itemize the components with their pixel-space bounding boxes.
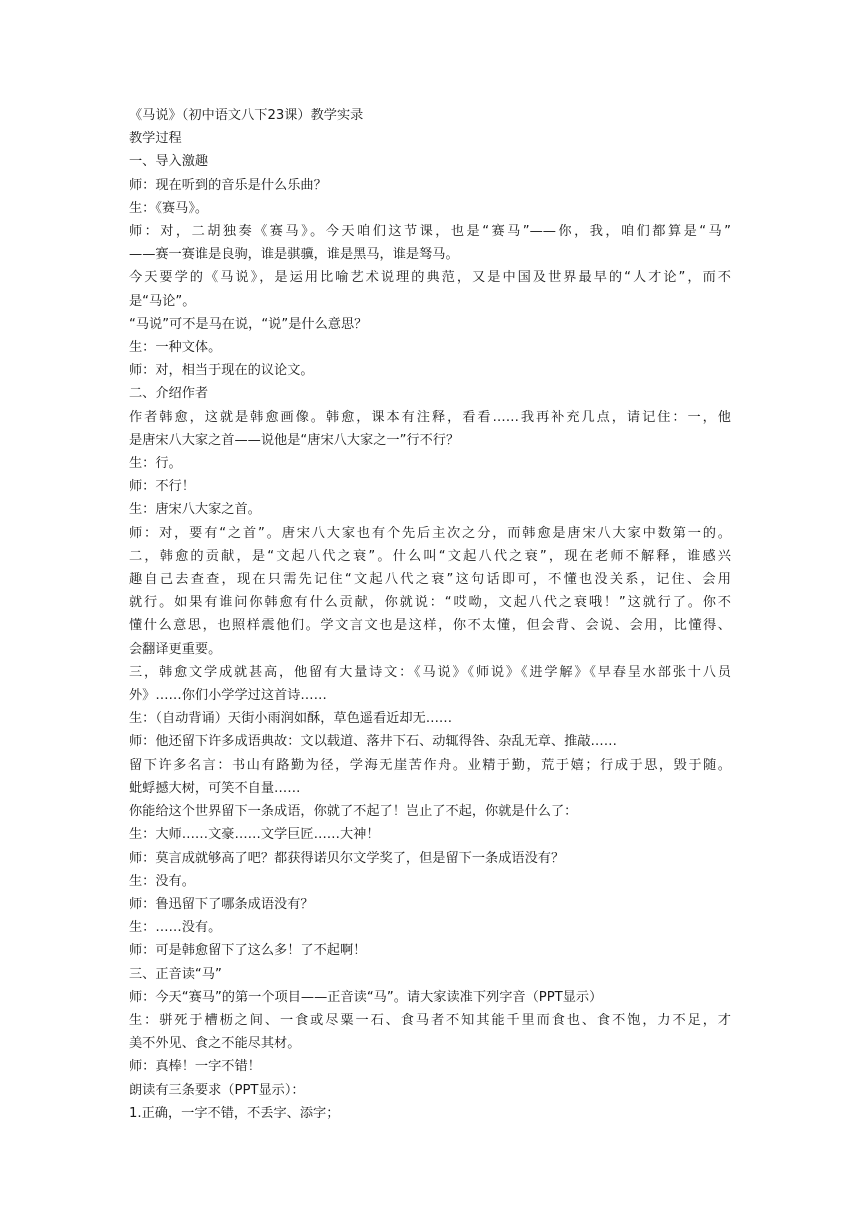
document-line: 师：今天“赛马”的第一个项目——正音读“马”。请大家读准下列字音（PPT显示） [129, 989, 603, 1005]
document-line: 懂什么意思，也照样震他们。学文言文也是这样，你不太懂，但会背、会说、会用，比懂得、 [129, 618, 731, 634]
document-line: 三，韩愈文学成就甚高，他留有大量诗文：《马说》《师说》《进学解》《早春呈水部张十八员 [129, 664, 731, 680]
document-line: 会翻译更重要。 [129, 641, 222, 657]
document-line: 师：对，二胡独奏《赛马》。今天咱们这节课，也是“赛马”——你，我，咱们都算是“马” [129, 224, 731, 240]
document-line: 师：鲁迅留下了哪条成语没有？ [129, 896, 314, 912]
document-line: 生：大师……文豪……文学巨匠……大神！ [129, 827, 380, 843]
document-line: 趣自己去查查，现在只需先记住“文起八代之衰”这句话即可，不懂也没关系，记住、会用 [129, 572, 731, 588]
document-line: 生：唐宋八大家之首。 [129, 502, 261, 518]
document-line: 生：一种文体。 [129, 340, 222, 356]
document-line: 师：莫言成就够高了吧？都获得诺贝尔文学奖了，但是留下一条成语没有？ [129, 850, 565, 866]
document-line: 留下许多名言：书山有路勤为径，学海无崖苦作舟。业精于勤，荒于嬉；行成于思，毁于随。 [129, 757, 731, 773]
document-line: 是唐宋八大家之首——说他是“唐宋八大家之一”行不行？ [129, 432, 460, 448]
document-line: 外》……你们小学学过这首诗…… [129, 688, 327, 704]
document-line: 生：《赛马》。 [129, 200, 209, 216]
document-line: 是“马论”。 [129, 293, 196, 309]
document-line: 朗读有三条要求（PPT显示）： [129, 1082, 305, 1098]
document-line: 生：骈死于槽枥之间、一食或尽粟一石、食马者不知其能千里而食也、食不饱，力不足，才 [129, 1012, 731, 1028]
document-line: 你能给这个世界留下一条成语，你就了不起了！岂止了不起，你就是什么了： [129, 804, 578, 820]
document-line: 师：真棒！一字不错！ [129, 1059, 261, 1075]
document-line: 一、导入激趣 [129, 154, 209, 170]
document-line: ——赛一赛谁是良驹，谁是骐骥，谁是黑马，谁是驽马。 [129, 247, 459, 263]
document-line: 二，韩愈的贡献，是“文起八代之衰”。什么叫“文起八代之衰”，现在老师不解释，谁感兴 [129, 548, 731, 564]
document-line: 生：没有。 [129, 873, 195, 889]
document-line: 师：他还留下许多成语典故：文以载道、落井下石、动辄得咎、杂乱无章、推敲…… [129, 734, 617, 750]
document-line: 师：现在听到的音乐是什么乐曲？ [129, 177, 327, 193]
document-line: 师：对，要有“之首”。唐宋八大家也有个先后主次之分，而韩愈是唐宋八大家中数第一的。 [129, 525, 731, 541]
document-line: 师：可是韩愈留下了这么多！了不起啊！ [129, 943, 367, 959]
document-line: 蚍蜉撼大树，可笑不自量…… [129, 780, 301, 796]
document-line: 二、介绍作者 [129, 386, 209, 402]
document-line: 作者韩愈，这就是韩愈画像。韩愈，课本有注释，看看……我再补充几点，请记住：一，他 [129, 409, 731, 425]
document-page [129, 104, 731, 1125]
document-line: 师：对，相当于现在的议论文。 [129, 363, 314, 379]
document-line: 生：……没有。 [129, 920, 222, 936]
document-line: “马说”可不是马在说，“说”是什么意思？ [129, 316, 368, 332]
document-line: 《马说》（初中语文八下23课）教学实录 [129, 108, 364, 123]
document-line: 1.正确，一字不错，不丢字、添字； [129, 1105, 340, 1121]
document-line: 三、正音读“马” [129, 966, 222, 982]
document-line: 美不外见、食之不能尽其材。 [129, 1036, 301, 1052]
document-line: 生：（自动背诵）天街小雨润如酥，草色遥看近却无…… [129, 711, 453, 727]
document-line: 就行。如果有谁问你韩愈有什么贡献，你就说：“哎呦，文起八代之衰哦！”这就行了。你不 [129, 595, 731, 611]
document-line: 师：不行！ [129, 479, 195, 495]
document-line: 教学过程 [129, 131, 182, 147]
document-line: 生：行。 [129, 456, 182, 472]
document-line: 今天要学的《马说》，是运用比喻艺术说理的典范，又是中国及世界最早的“人才论”，而不 [129, 270, 731, 286]
